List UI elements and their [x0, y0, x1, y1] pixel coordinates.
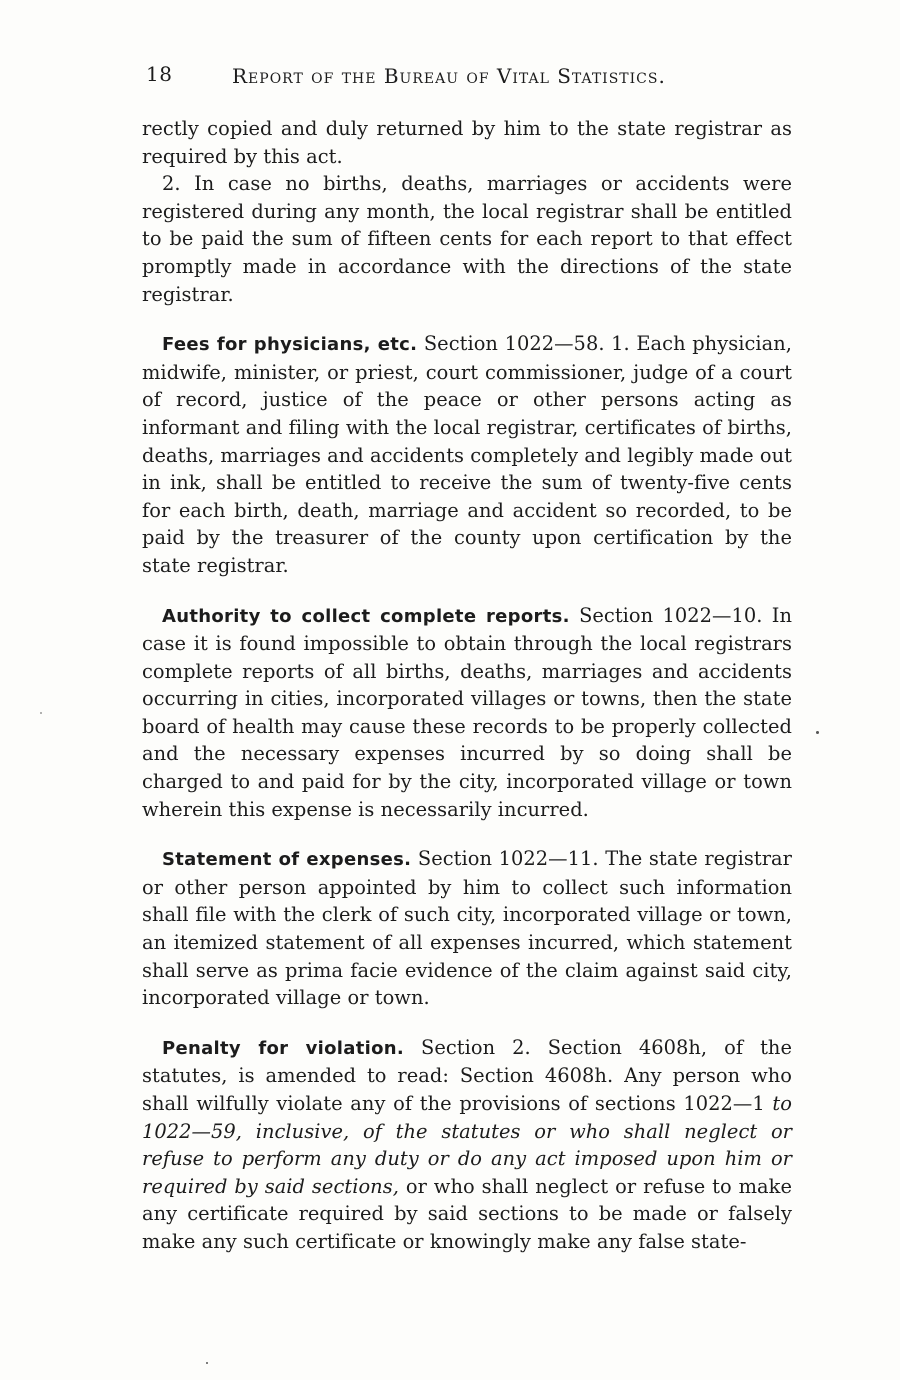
- page-number: 18: [146, 62, 173, 86]
- section-heading: Statement of expenses.: [162, 849, 412, 871]
- running-title: Report of the Bureau of Vital Statistics.: [232, 64, 666, 88]
- paragraph-italic-text: to 1022—59, inclusive, of the statutes or who shall neglect or refuse to perform any duty or do any act imposed upon him or required by said sections,: [142, 1092, 792, 1198]
- section-heading: Fees for physicians, etc.: [162, 334, 418, 356]
- paragraph-penalty-for-violation: [142, 1034, 792, 1256]
- paragraph-no-reports: [142, 170, 792, 308]
- scan-speck: [816, 731, 819, 734]
- paragraph-text: Section 2. Section 4608h, of the statutes, is amended to read: Section 4608h. Any person who shall wilfully violate any of the provisions of sections 1022—1: [142, 1035, 792, 1115]
- paragraph-continued: [142, 115, 792, 170]
- paragraph-authority-to-collect: [142, 602, 792, 824]
- scan-speck: [40, 712, 42, 714]
- paragraph-statement-of-expenses: [142, 845, 792, 1012]
- paragraph-text: Section 1022—58. 1. Each physician, midwife, minister, or priest, court commissioner, judge of a court of record, justice of the peace or other persons acting as informant and filing with the local registrar, certificates of births, deaths, marriages and accidents completely and legibly made out in ink, shall be entitled to receive the sum of twenty-five cents for each birth, death, marriage and accident so recorded, to be paid by the treasurer of the county upon certification by the state registrar.: [142, 332, 793, 577]
- paragraph-fees-for-physicians: [142, 330, 792, 579]
- paragraph-text: 2. In case no births, deaths, marriages or accidents were registered during any month, the local registrar shall be entitled to be paid the sum of fifteen cents for each report to that effect promptly made in accordance with the directions of the state registrar.: [142, 172, 792, 306]
- page-header: [146, 62, 786, 92]
- paragraph-text: or who shall neglect or refuse to make any certificate required by said sections to be made or falsely make any such certificate or knowingly make any false state-: [142, 1174, 792, 1253]
- section-heading: Authority to collect complete reports.: [162, 605, 570, 627]
- scan-speck: [206, 1362, 208, 1364]
- paragraph-text: rectly copied and duly returned by him to the state registrar as required by this act.: [142, 117, 792, 168]
- body-text: [142, 115, 792, 1256]
- paragraph-text: Section 1022—11. The state registrar or other person appointed by him to collect such information shall file with the clerk of such city, incorporated village or town, an itemized statement of all expenses incurred, which statement shall serve as prima facie evidence of the claim against said city, incorporated village or town.: [142, 847, 792, 1010]
- section-heading: Penalty for violation.: [162, 1037, 405, 1059]
- paragraph-text: Section 1022—10. In case it is found impossible to obtain through the local registrars complete reports of all births, deaths, marriages and accidents occurring in cities, incorporated villages or towns, then the state board of health may cause these records to be properly collected and the necessary expenses incurred by so doing shall be charged to and paid for by the city, incorporated village or town wherein this expense is necessarily incurred.: [142, 603, 792, 821]
